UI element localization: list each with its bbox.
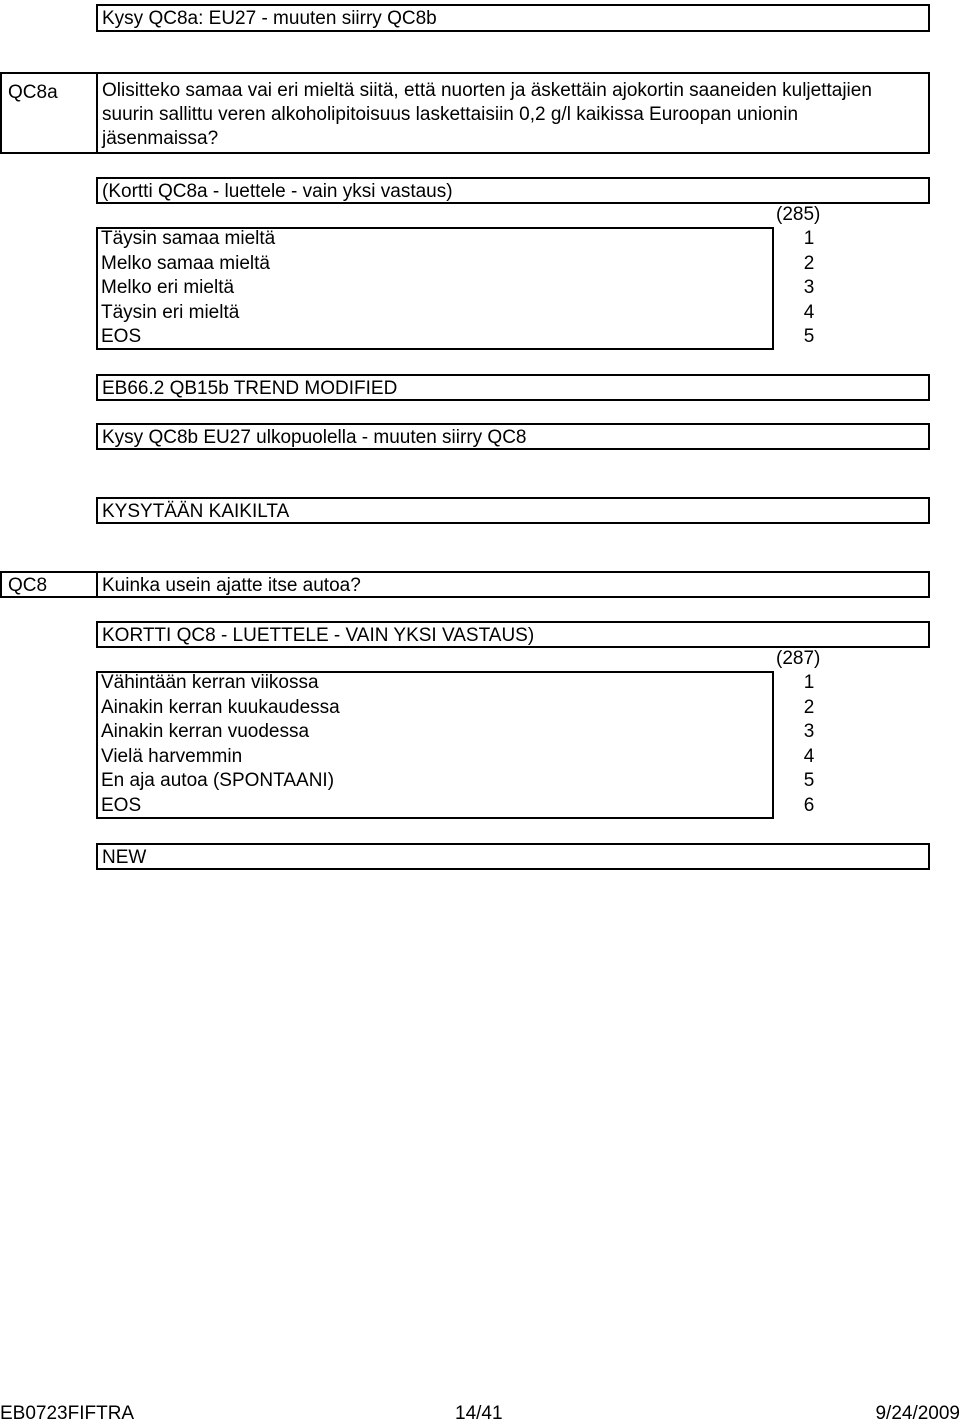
qc8a-card-instruction-box [96, 177, 930, 204]
qc8a-question-line-1: Olisitteko samaa vai eri mieltä siitä, että nuorten ja äskettäin ajokortin saaneiden kuljettajien [102, 80, 872, 101]
qc8-option-code: 3 [803, 721, 815, 742]
qc8a-question-line-3: jäsenmaissa? [102, 128, 219, 149]
qc8a-column-code: (285) [776, 204, 821, 225]
qc8-option-label: Ainakin kerran kuukaudessa [101, 697, 340, 718]
qc8-option-code: 1 [803, 672, 815, 693]
qc8a-question-cell [96, 72, 930, 154]
qc8a-option-label: Täysin samaa mieltä [101, 228, 276, 249]
footer-doc-id: EB0723FIFTRA [0, 1403, 135, 1424]
qc8a-option-code: 5 [803, 326, 815, 347]
qc8-option-label: Vielä harvemmin [101, 746, 243, 767]
header-instruction-box [96, 4, 930, 32]
qc8a-option-code: 3 [803, 277, 815, 298]
qc8a-trend-note-box [96, 374, 930, 401]
qc8a-option-label: EOS [101, 326, 142, 347]
qc8a-option-code: 2 [803, 253, 815, 274]
qc8-option-code: 2 [803, 697, 815, 718]
qc8a-option-code: 1 [803, 228, 815, 249]
qc8-id-cell [0, 571, 98, 598]
qc8-option-code: 6 [803, 795, 815, 816]
qc8-card-instruction: KORTTI QC8 - LUETTELE - VAIN YKSI VASTAUS) [102, 625, 535, 646]
ask-all-box [96, 497, 930, 524]
footer-page-number: 14/41 [455, 1403, 503, 1424]
qc8-question-cell [96, 571, 930, 598]
qc8-column-code: (287) [776, 648, 821, 669]
qc8-card-instruction-box [96, 621, 930, 648]
qc8a-option-label: Täysin eri mieltä [101, 302, 240, 323]
qc8a-question-line-2: suurin sallittu veren alkoholipitoisuus laskettaisiin 0,2 g/l kaikissa Euroopan unionin [102, 104, 799, 125]
qc8-option-code: 5 [803, 770, 815, 791]
qc8b-instruction-box [96, 423, 930, 450]
qc8-option-label: En aja autoa (SPONTAANI) [101, 770, 335, 791]
qc8b-instruction: Kysy QC8b EU27 ulkopuolella - muuten siirry QC8 [102, 427, 527, 448]
footer-date: 9/24/2009 [875, 1403, 960, 1424]
qc8-option-label: EOS [101, 795, 142, 816]
qc8-question: Kuinka usein ajatte itse autoa? [102, 575, 361, 596]
qc8-id: QC8 [8, 575, 48, 596]
qc8-option-label: Ainakin kerran vuodessa [101, 721, 310, 742]
qc8a-option-code: 4 [803, 302, 815, 323]
qc8-new-note: NEW [102, 847, 147, 868]
qc8-option-code: 4 [803, 746, 815, 767]
qc8a-trend-note: EB66.2 QB15b TREND MODIFIED [102, 378, 398, 399]
qc8a-option-label: Melko samaa mieltä [101, 253, 270, 274]
header-instruction: Kysy QC8a: EU27 - muuten siirry QC8b [102, 8, 437, 29]
qc8a-id: QC8a [8, 82, 58, 103]
qc8-new-note-box [96, 843, 930, 870]
qc8a-id-cell [0, 72, 98, 154]
ask-all: KYSYTÄÄN KAIKILTA [102, 501, 290, 522]
qc8-option-label: Vähintään kerran viikossa [101, 672, 319, 693]
qc8a-option-label: Melko eri mieltä [101, 277, 235, 298]
qc8a-card-instruction: (Kortti QC8a - luettele - vain yksi vastaus) [102, 181, 453, 202]
